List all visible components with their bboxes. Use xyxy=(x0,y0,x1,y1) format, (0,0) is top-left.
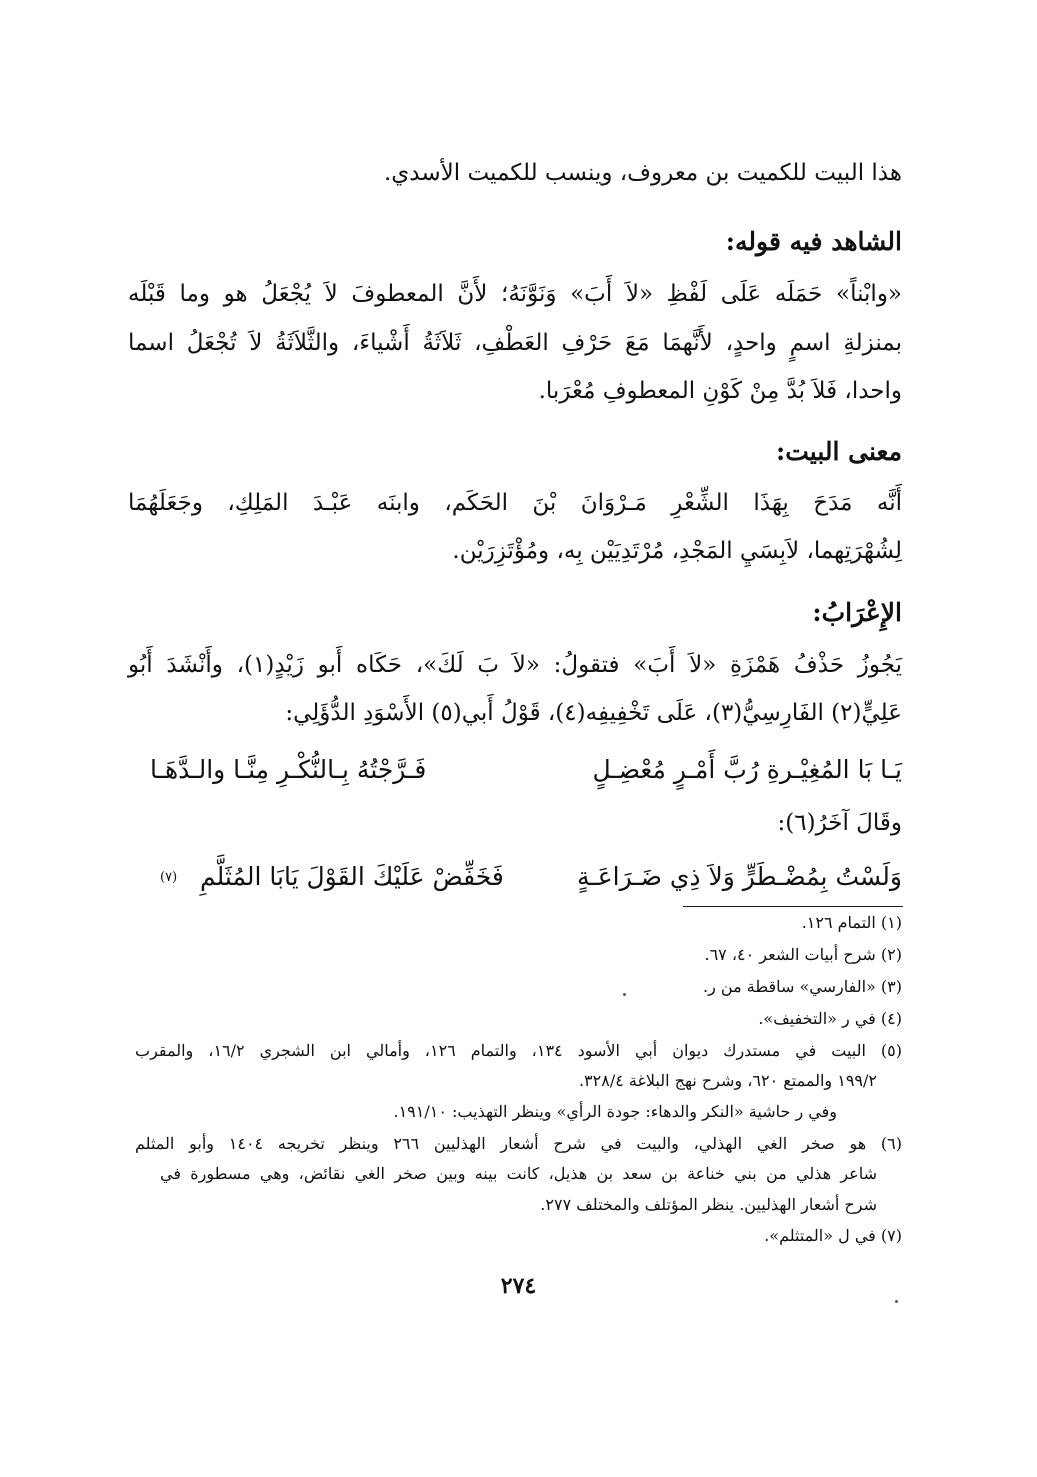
verse2-second-hemistich: فَخَفِّضْ عَلَيْكَ القَوْلَ يَابَا المُثَلَّمِ xyxy=(200,862,504,891)
footnote-4: (٤) في ر «التخفيف». xyxy=(758,1009,902,1028)
irab-line-1: يَجُوزُ حَذْفُ هَمْزَةِ «لاَ أَبَ» فتقولُ: «لاَ بَ لَكَ»، حَكَاه أَبو زَيْدٍ(١)، وأَنْشَدَ أَبُو xyxy=(128,652,903,678)
footnote-separator xyxy=(683,906,903,907)
irab-heading: الإِعْرَابُ: xyxy=(812,598,902,627)
verse2-footnote-marker: (٧) xyxy=(160,870,178,885)
meaning-heading: معنى البيت: xyxy=(776,437,902,466)
meaning-line-1: أَنَّه مَدَحَ بِهَذَا الشِّعْرِ مَـرْوَانَ بْنَ الحَكَم، وابنَه عَبْـدَ المَلِكِ، وجَعَلَهُمَا xyxy=(128,490,902,516)
irab-line-2: عَلِيٍّ(٢) الفَارِسِيُّ(٣)، عَلَى تَخْفِيفِه(٤)، قَوْلُ أَبي(٥) الأَسْوَدِ الدُّؤَلِي: xyxy=(285,700,902,726)
footnote-6-line-2: شاعر هذلي من بني خناعة بن سعد بن هذيل، كانت بينه وبين صخر الغي نقائض، وهي مسطورة في xyxy=(160,1164,877,1183)
footnote-7: (٧) في ل «المتثلم». xyxy=(764,1226,902,1245)
shahid-line-1: «وابْناً» حَمَلَه عَلَى لَفْظِ «لاَ أَبَ» وَنَوَّنَهُ؛ لأَنَّ المعطوفَ لاَ يُجْعَلُ هو وما قَبْلَه xyxy=(128,281,902,307)
shahid-line-3: واحدا، فَلاَ بُدَّ مِنْ كَوْنِ المعطوفِ مُعْرَبا. xyxy=(538,378,902,404)
scan-speck xyxy=(623,993,626,996)
footnote-2: (٢) شرح أبيات الشعر ٤٠، ٦٧. xyxy=(704,945,902,964)
verse1-first-hemistich: يَـا بَا المُغِيْـرةِ رُبَّ أَمْـرٍ مُعْضِـلٍ xyxy=(592,755,902,784)
footnote-1: (١) التمام ١٢٦. xyxy=(801,913,902,932)
footnote-6-line-3: شرح أشعار الهذليين. ينظر المؤتلف والمختلف ٢٧٧. xyxy=(540,1195,877,1214)
footnote-3: (٣) «الفارسي» ساقطة من ر. xyxy=(703,977,902,996)
verse2-first-hemistich: وَلَسْتُ بِمُضْـطَرٍّ وَلاَ ذِي ضَـرَاعَـةٍ xyxy=(576,862,902,891)
footnote-5-line-1: (٥) البيت في مستدرك ديوان أبي الأسود ١٣٤، والتمام ١٢٦، وأمالي ابن الشجري ١٦/٢، والمقرب xyxy=(135,1041,903,1060)
other-said-line: وقَالَ آخَرُ(٦): xyxy=(777,810,902,836)
scan-speck xyxy=(895,1300,898,1303)
footnote-5-line-3: وفي ر حاشية «النكر والدهاء: جودة الرأي» وينظر التهذيب: ١٩١/١٠. xyxy=(393,1102,837,1121)
intro-line: هذا البيت للكميت بن معروف، وينسب للكميت الأسدي. xyxy=(383,160,902,186)
meaning-line-2: لِشُهْرَتِهما، لاَبِسَيِ المَجْدِ، مُرْتَدِيَيْن بِه، ومُؤْتَزِرَيْن. xyxy=(452,538,902,564)
verse1-second-hemistich: فَـرَّجْتُهُ بِـالنُّكْـرِ مِنَّـا والـدَّهَـا xyxy=(150,755,427,784)
footnote-5-line-2: ١٩٩/٢ والممتع ٦٢٠، وشرح نهج البلاغة ٣٢٨/٤. xyxy=(578,1071,877,1090)
page-number: ٢٧٤ xyxy=(500,1273,537,1299)
shahid-heading: الشاهد فيه قوله: xyxy=(725,227,902,256)
shahid-line-2: بمنزلةِ اسمٍ واحدٍ، لأَنَّهمَا مَعَ حَرْفِ العَطْفِ، ثَلاَثَةُ أَشْياءَ، والثَّلاَثَةُ لاَ تُجْعَلُ اسما xyxy=(128,330,902,356)
footnote-6-line-1: (٦) هو صخر الغي الهذلي، والبيت في شرح أشعار الهذليين ٢٦٦ وينظر تخريجه ١٤٠٤ وأبو المثلم xyxy=(135,1134,902,1153)
